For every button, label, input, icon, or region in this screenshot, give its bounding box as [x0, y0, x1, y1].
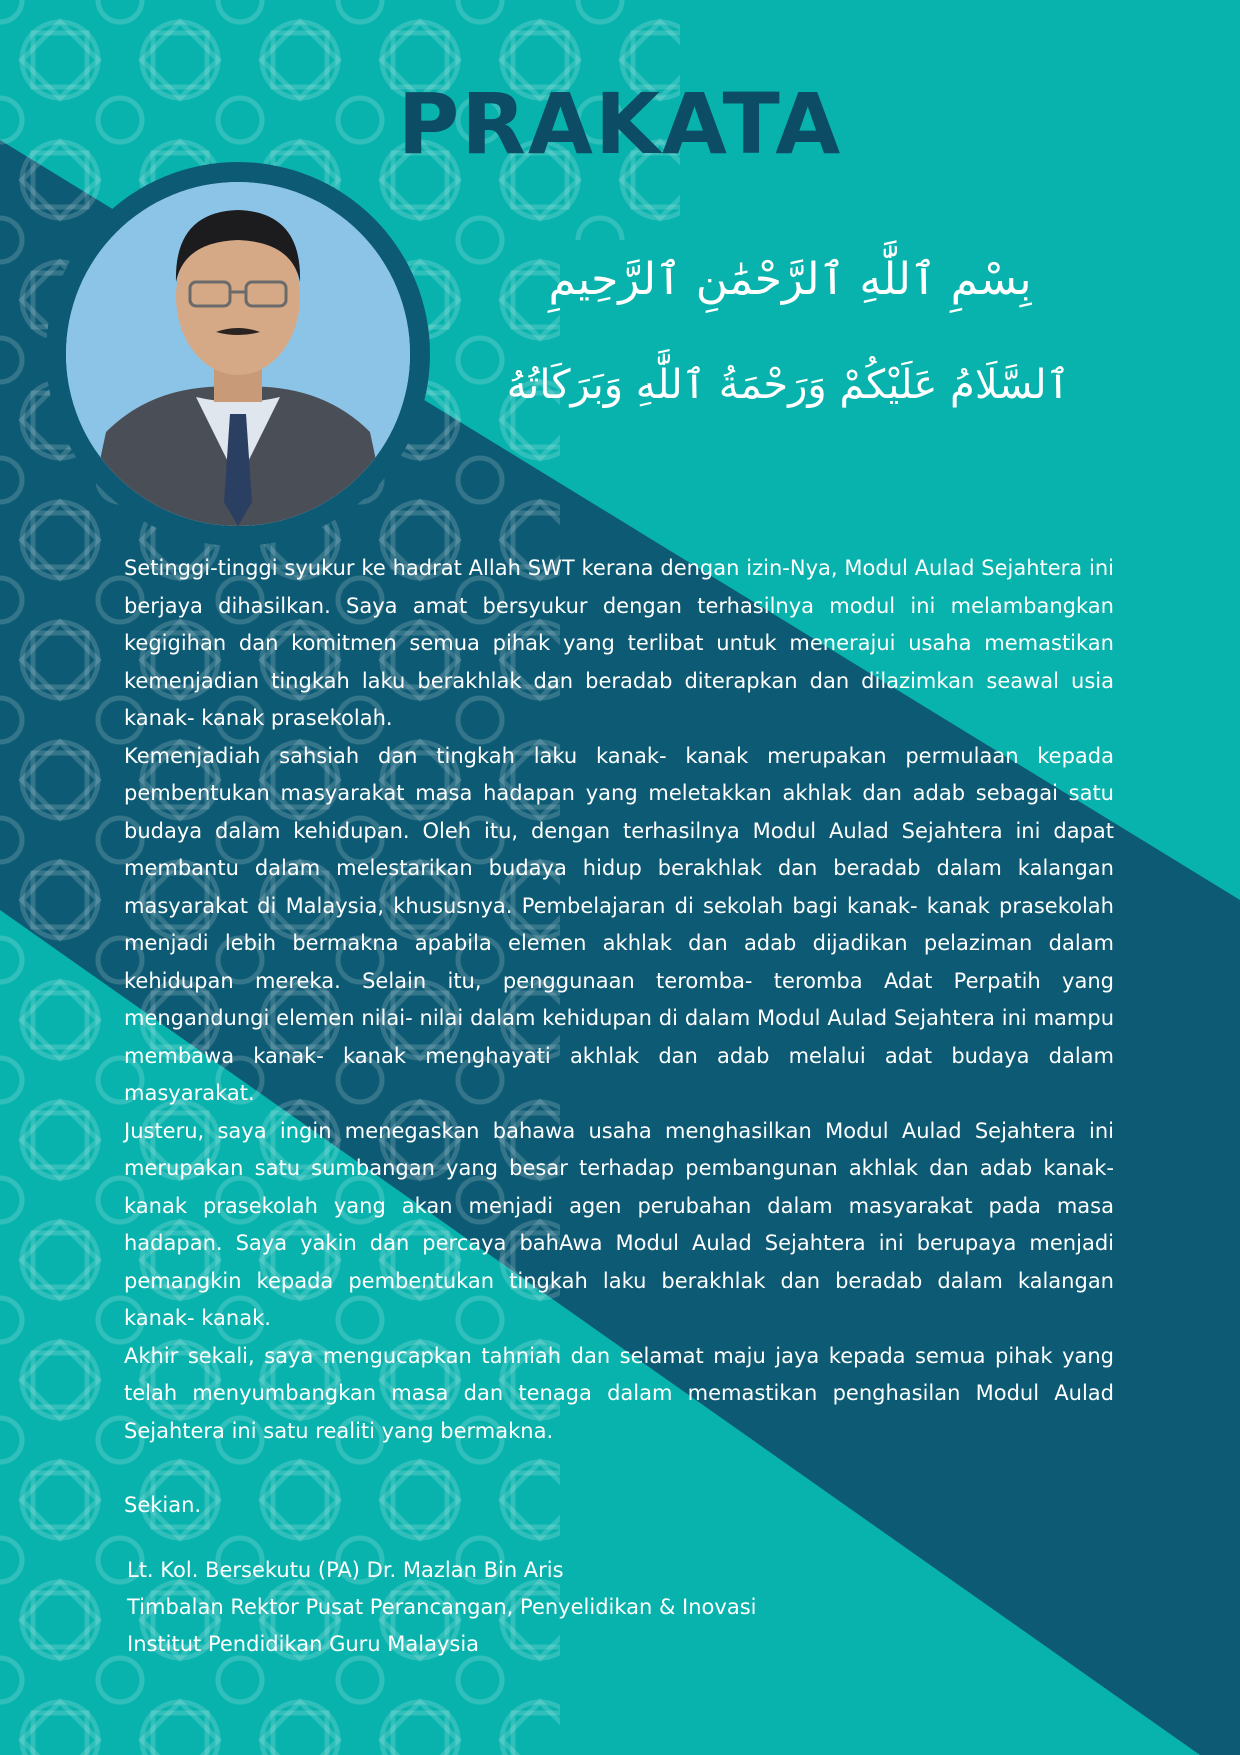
closing-line: Sekian.	[124, 1493, 202, 1517]
paragraph-3: Justeru, saya ingin menegaskan bahawa usaha menghasilkan Modul Aulad Sejahtera ini merupakan satu sumbangan yang besar terhadap pembangunan akhlak dan adab kanak- kanak prasekolah yang akan menjadi agen perubahan dalam masyarakat pada masa hadapan. Saya yakin dan percaya bahAwa Modul Aulad Sejahtera ini berupaya menjadi pemangkin kepada pembentukan tingkah laku berakhlak dan beradab dalam kalangan kanak- kanak.	[124, 1118, 1114, 1330]
page-title: PRAKATA	[397, 75, 843, 173]
arabic-calligraphy	[506, 240, 1070, 480]
basmalah-text: بِسْمِ ٱللَّٰهِ ٱلرَّحْمَٰنِ ٱلرَّحِيمِ	[548, 254, 1032, 305]
paragraph-1: Setinggi-tinggi syukur ke hadrat Allah SWT kerana dengan izin-Nya, Modul Aulad Sejahtera ini berjaya dihasilkan. Saya amat bersyukur dengan terhasilnya modul ini melambangkan kegigihan dan komitmen semua pihak yang terlibat untuk menerajui usaha memastikan kemenjadian tingkah laku berakhlak dan beradab diterapkan dan dilazimkan seawal usia kanak- kanak prasekolah.	[124, 556, 1114, 730]
signatory-institution: Institut Pendidikan Guru Malaysia	[127, 1632, 480, 1656]
salam-text: ٱلسَّلَامُ عَلَيْكُمْ وَرَحْمَةُ ٱللَّٰهِ وَبَرَكَاتُهُ	[506, 362, 1070, 408]
paragraph-4: Akhir sekali, saya mengucapkan tahniah dan selamat maju jaya kepada semua pihak yang telah menyumbangkan masa dan tenaga dalam memastikan penghasilan Modul Aulad Sejahtera ini satu realiti yang bermakna.	[124, 1343, 1114, 1443]
preface-body	[124, 550, 1114, 1525]
portrait-illustration	[66, 182, 410, 526]
author-portrait	[66, 182, 410, 526]
signatory-position: Timbalan Rektor Pusat Perancangan, Penyelidikan & Inovasi	[127, 1595, 757, 1619]
signatory-name: Lt. Kol. Bersekutu (PA) Dr. Mazlan Bin Aris	[127, 1558, 564, 1582]
signature-block	[127, 1552, 1027, 1663]
paragraph-2: Kemenjadiah sahsiah dan tingkah laku kanak- kanak merupakan permulaan kepada pembentukan masyarakat masa hadapan yang meletakkan akhlak dan adab sebagai satu budaya dalam kehidupan. Oleh itu, dengan terhasilnya Modul Aulad Sejahtera ini dapat membantu dalam melestarikan budaya hidup berakhlak dan beradab dalam kalangan masyarakat di Malaysia, khususnya. Pembelajaran di sekolah bagi kanak- kanak prasekolah menjadi lebih bermakna apabila elemen akhlak dan adab dijadikan pelaziman dalam kehidupan mereka. Selain itu, penggunaan teromba- teromba Adat Perpatih yang mengandungi elemen nilai- nilai dalam kehidupan di dalam Modul Aulad Sejahtera ini mampu membawa kanak- kanak menghayati akhlak dan adab melalui adat budaya dalam masyarakat.	[124, 743, 1114, 1105]
